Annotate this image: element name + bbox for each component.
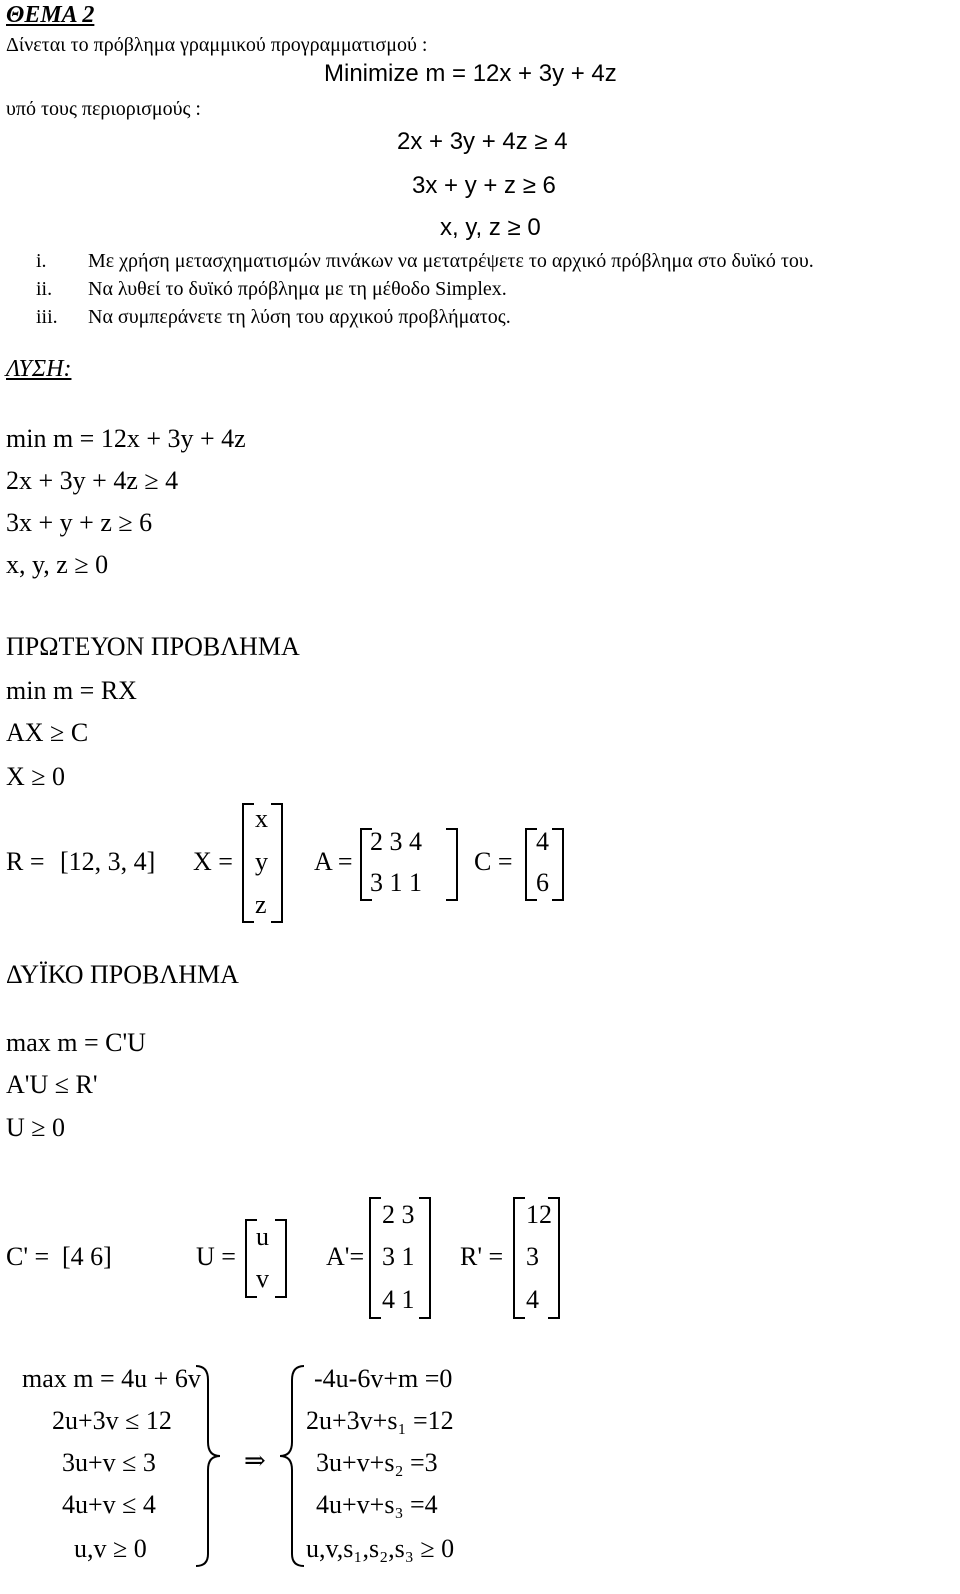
r-prime-entry: 12: [526, 1200, 552, 1229]
system-right-line: -4u-6v+m =0: [314, 1364, 453, 1393]
problem-intro: Δίνεται το πρόβλημα γραμμικού προγραμματισμού :: [6, 34, 428, 56]
r-vector-values: [12, 3, 4]: [60, 847, 156, 876]
u-vector-entry: u: [256, 1222, 269, 1251]
c-vector-label: C =: [474, 847, 513, 876]
objective-function: Minimize m = 12x + 3y + 4z: [324, 60, 617, 87]
constraint-nonneg: x, y, z ≥ 0: [440, 214, 541, 241]
right-bracket: [552, 829, 563, 900]
a-prime-label: A'=: [326, 1242, 365, 1271]
left-bracket: [526, 829, 537, 900]
question-number: i.: [36, 250, 47, 272]
left-bracket: [246, 1220, 257, 1297]
c-vector-entry: 6: [536, 868, 549, 897]
system-left-line: 2u+3v ≤ 12: [52, 1406, 172, 1435]
a-prime-row: 3 1: [382, 1242, 415, 1271]
u-vector-entry: v: [256, 1264, 269, 1293]
primal-nonneg: X ≥ 0: [6, 762, 66, 791]
a-prime-row: 2 3: [382, 1200, 415, 1229]
question-number: ii.: [36, 278, 53, 300]
primal-constraint: AX ≥ C: [6, 718, 89, 747]
question-text: Με χρήση μετασχηματισμών πινάκων να μετατρέψετε το αρχικό πρόβλημα στο δυϊκό του.: [88, 250, 814, 272]
constraint-2: 3x + y + z ≥ 6: [412, 172, 556, 199]
system-left-line: 4u+v ≤ 4: [62, 1490, 156, 1519]
left-bracket: [370, 1198, 381, 1318]
problem-title: ΘΕΜΑ 2: [6, 2, 95, 28]
left-bracket: [514, 1198, 525, 1318]
primal-heading: ΠΡΩΤΕΥΟΝ ΠΡΟΒΛΗΜΑ: [6, 632, 300, 661]
solution-constraint-2: 3x + y + z ≥ 6: [6, 508, 153, 537]
solution-objective: min m = 12x + 3y + 4z: [6, 424, 246, 453]
right-bracket: [419, 1198, 430, 1318]
dual-nonneg: U ≥ 0: [6, 1113, 66, 1142]
system-right-line: 3u+v+s₂ =3: [316, 1448, 438, 1477]
question-text: Να συμπεράνετε τη λύση του αρχικού προβλήματος.: [88, 306, 511, 328]
right-bracket: [548, 1198, 559, 1318]
primal-objective: min m = RX: [6, 676, 137, 705]
left-brace: [280, 1366, 304, 1566]
solution-nonneg: x, y, z ≥ 0: [6, 550, 109, 579]
a-matrix-row: 2 3 4: [370, 827, 422, 856]
system-right-line: 4u+v+s₃ =4: [316, 1490, 438, 1519]
a-matrix-row: 3 1 1: [370, 868, 422, 897]
right-bracket: [275, 1220, 286, 1297]
r-vector-label: R =: [6, 847, 45, 876]
right-brace: [196, 1366, 220, 1566]
constraint-1: 2x + 3y + 4z ≥ 4: [397, 128, 568, 155]
right-bracket: [446, 829, 457, 900]
dual-objective: max m = C'U: [6, 1028, 146, 1057]
x-vector-label: X =: [193, 847, 233, 876]
a-matrix-label: A =: [314, 847, 353, 876]
c-prime-label: C' =: [6, 1242, 50, 1271]
system-right-line: u,v,s₁,s₂,s₃ ≥ 0: [306, 1534, 455, 1563]
solution-label: ΛΥΣΗ:: [6, 356, 72, 382]
system-right-line: 2u+3v+s₁ =12: [306, 1406, 454, 1435]
system-left-line: 3u+v ≤ 3: [62, 1448, 156, 1477]
right-bracket: [271, 804, 282, 922]
implies-arrow: ⇒: [244, 1446, 266, 1475]
x-vector-entry: y: [255, 847, 268, 876]
constraints-label: υπό τους περιορισμούς :: [6, 98, 201, 120]
r-prime-entry: 4: [526, 1285, 539, 1314]
left-bracket: [243, 804, 254, 922]
left-bracket: [361, 829, 372, 900]
dual-heading: ΔΥΪΚΟ ΠΡΟΒΛΗΜΑ: [6, 960, 239, 989]
dual-constraint: A'U ≤ R': [6, 1070, 98, 1099]
system-left-line: max m = 4u + 6v: [22, 1364, 201, 1393]
system-left-line: u,v ≥ 0: [74, 1534, 147, 1563]
x-vector-entry: z: [255, 890, 267, 919]
r-prime-entry: 3: [526, 1242, 539, 1271]
u-vector-label: U =: [196, 1242, 236, 1271]
r-prime-label: R' =: [460, 1242, 504, 1271]
solution-constraint-1: 2x + 3y + 4z ≥ 4: [6, 466, 179, 495]
a-prime-row: 4 1: [382, 1285, 415, 1314]
c-vector-entry: 4: [536, 827, 549, 856]
question-number: iii.: [36, 306, 58, 328]
c-prime-values: [4 6]: [62, 1242, 112, 1271]
x-vector-entry: x: [255, 804, 268, 833]
question-text: Να λυθεί το δυϊκό πρόβλημα με τη μέθοδο Simplex.: [88, 278, 507, 300]
